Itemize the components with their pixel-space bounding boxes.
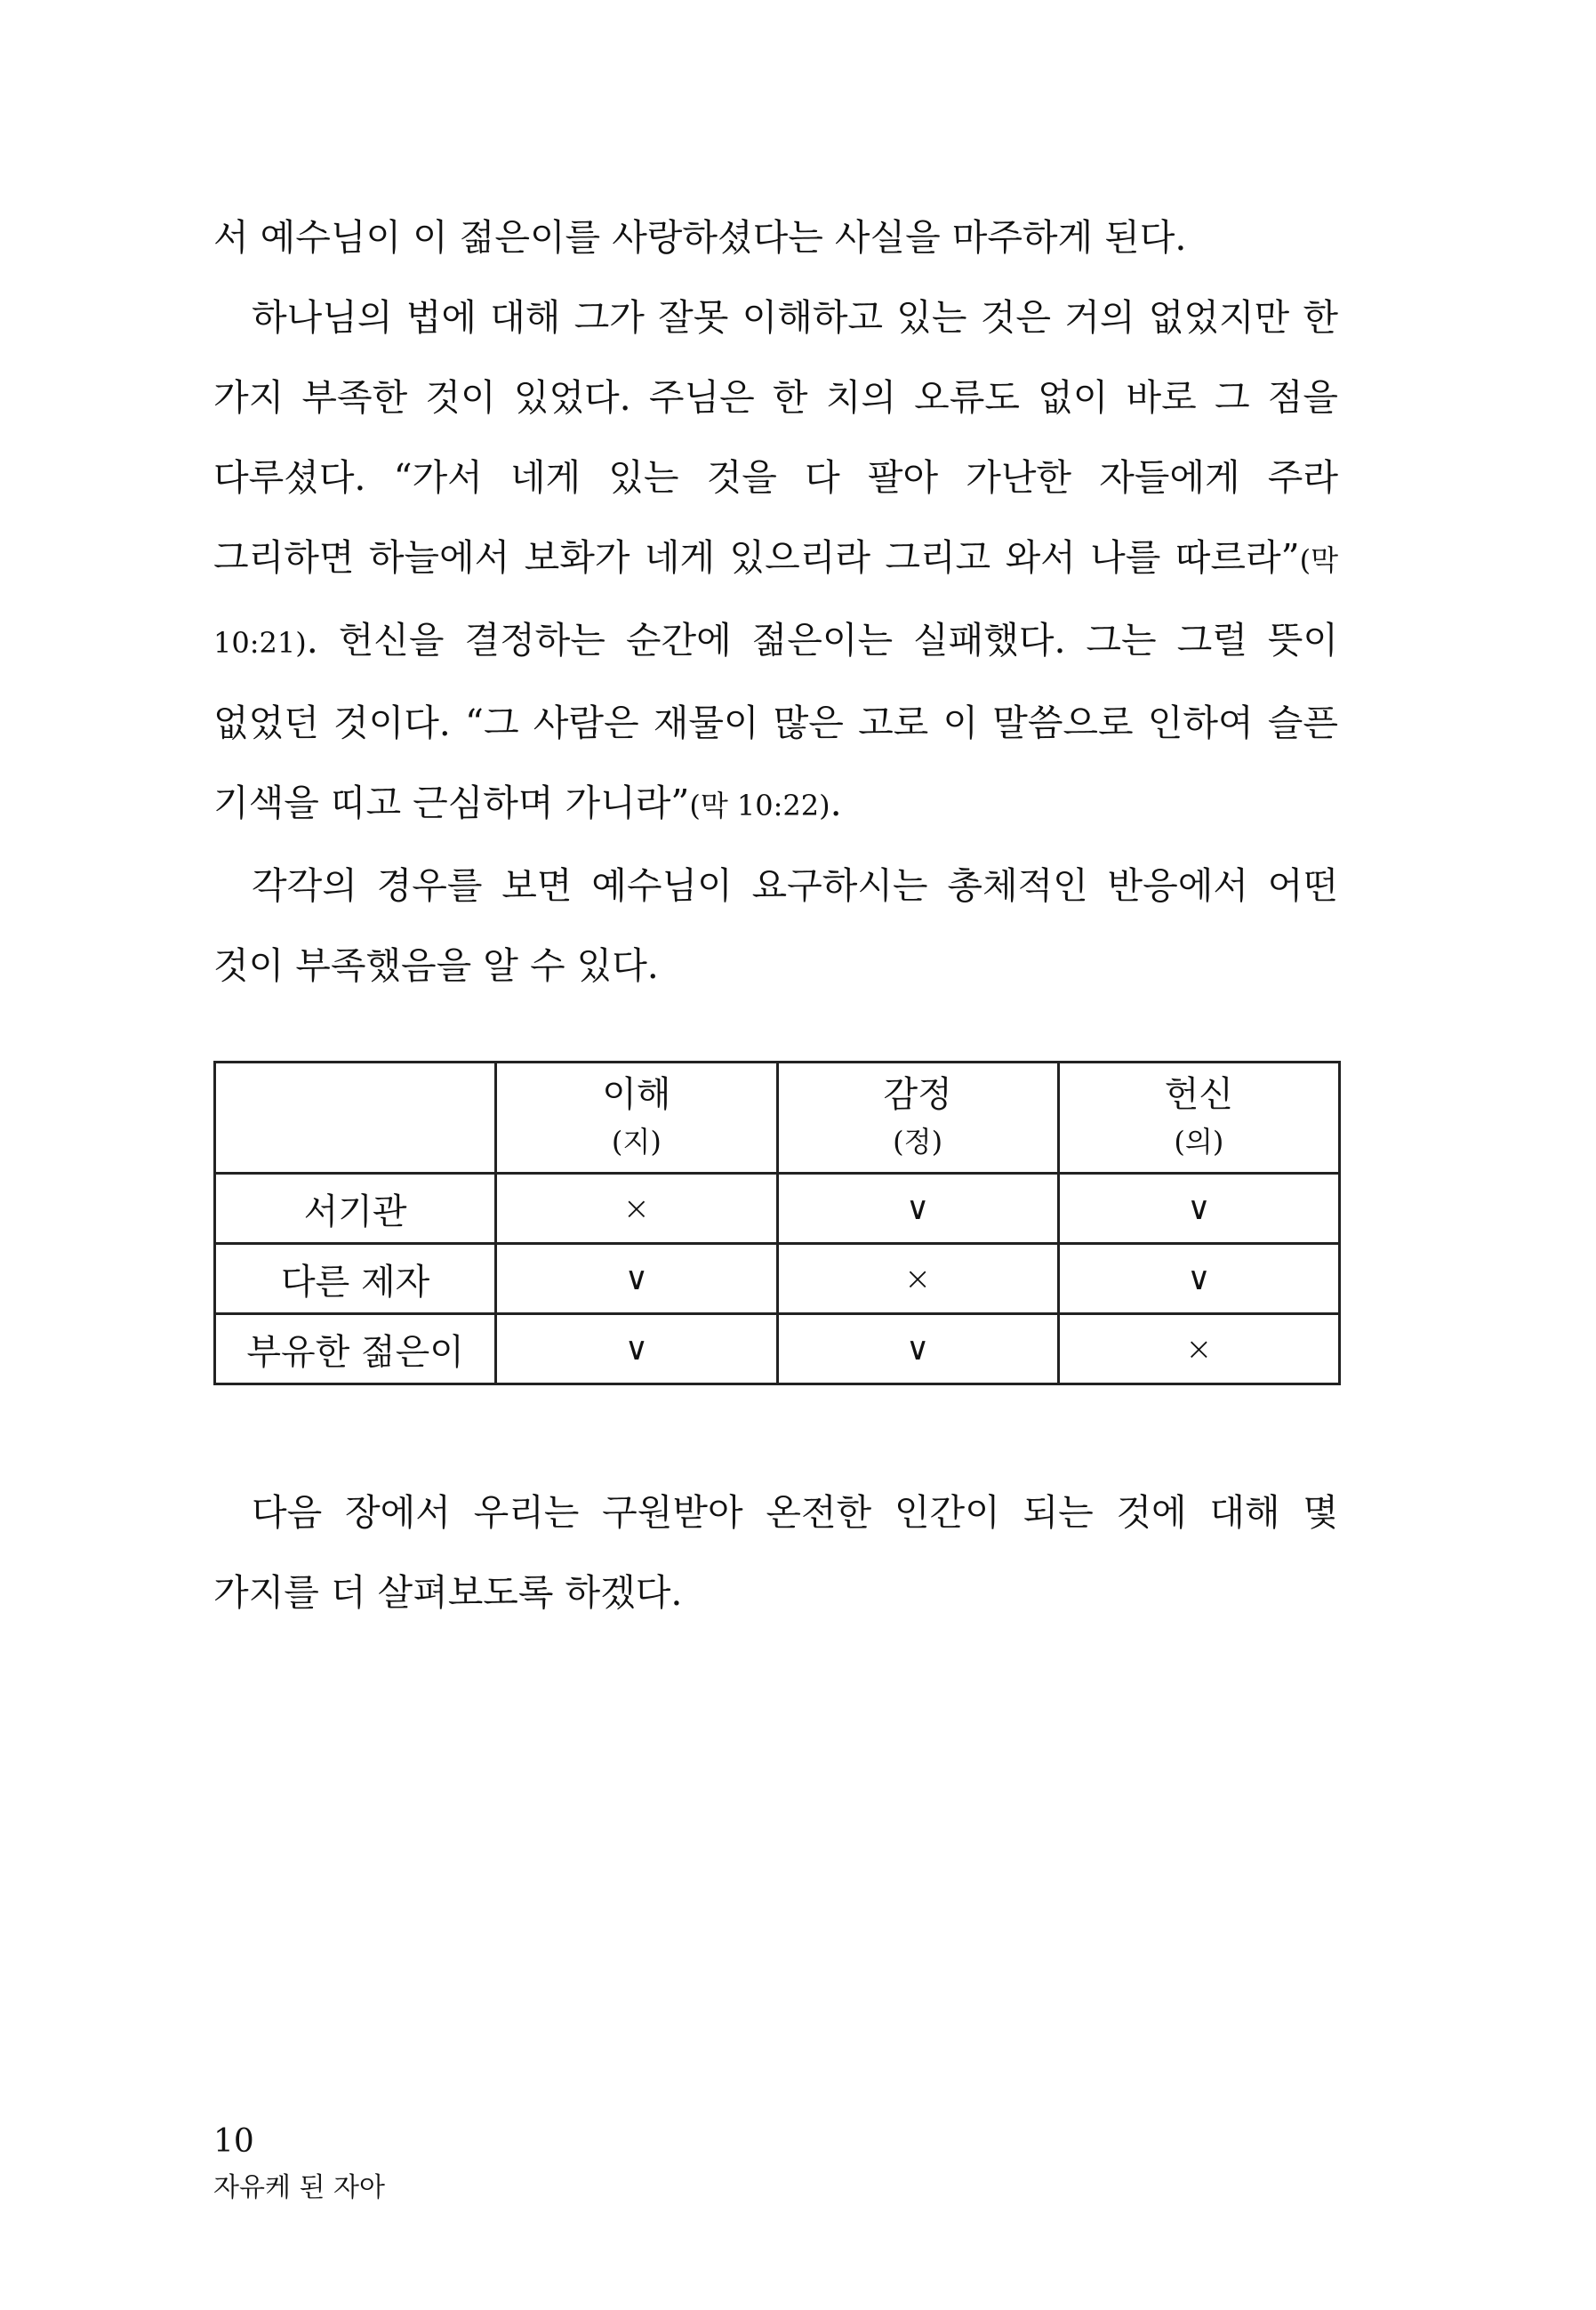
comparison-table-wrapper [213,1061,1338,1385]
table-header-understanding [496,1063,777,1174]
paragraph-2 [213,277,1338,846]
table-row [215,1174,1340,1244]
table-cell-mark: ∨ [1058,1174,1339,1244]
table-row-label: 부유한 젊은이 [215,1314,496,1384]
table-cell-mark: ∨ [496,1244,777,1314]
table-row-label: 서기관 [215,1174,496,1244]
table-cell-mark: × [496,1174,777,1244]
paragraph-3: 각각의 경우를 보면 예수님이 요구하시는 총체적인 반응에서 어떤 것이 부족했음을 알 수 있다. [213,864,1338,987]
table-row-label: 다른 제자 [215,1244,496,1314]
paragraph-4: 다음 장에서 우리는 구원받아 온전한 인간이 되는 것에 대해 몇 가지를 더 살펴보도록 하겠다. [213,1491,1338,1614]
table-cell-mark: ∨ [1058,1244,1339,1314]
paragraph-2-text-a: 하나님의 법에 대해 그가 잘못 이해하고 있는 것은 거의 없었지만 한 가지 부족한 것이 있었다. 주님은 한 치의 오류도 없이 바로 그 점을 다루셨다. “가서 네게 있는 것을 다 팔아 가난한 자들에게 주라 그리하면 하늘에서 보화가 네게 있으리라 그리고 와서 나를 따르라” [213,296,1338,579]
table-row [215,1244,1340,1314]
table-header-main: 헌신 [1164,1074,1234,1115]
table-cell-mark: ∨ [496,1314,777,1384]
table-row [215,1314,1340,1384]
paragraph-2-text-b: . 헌신을 결정하는 순간에 젊은이는 실패했다. 그는 그럴 뜻이 없었던 것이다. “그 사람은 재물이 많은 고로 이 말씀으로 인하여 슬픈 기색을 띠고 근심하며 가니라” [213,619,1338,824]
table-cell-mark: × [1058,1314,1339,1384]
scripture-reference-mark-10-21: (막 10:21) [213,543,1338,660]
paragraph-1: 서 예수님이 이 젊은이를 사랑하셨다는 사실을 마주하게 된다. [213,216,1187,259]
page-body [213,197,1338,1632]
table-header-sub: (의) [1174,1125,1224,1159]
paragraph-2-text-c: . [830,782,842,824]
table-header-emotion [777,1063,1058,1174]
table-header-sub: (정) [893,1125,943,1159]
table-header-row [215,1063,1340,1174]
table-cell-mark: × [777,1244,1058,1314]
page-footer [213,2121,385,2213]
scripture-reference-mark-10-22: (막 10:22) [689,789,830,822]
table-header-main: 감정 [883,1074,952,1115]
table-cell-mark: ∨ [777,1174,1058,1244]
comparison-table [213,1061,1341,1385]
table-header-empty [215,1063,496,1174]
table-header-main: 이해 [602,1074,671,1115]
table-header-sub: (지) [611,1125,662,1159]
running-book-title: 자유케 된 자아 [213,2172,385,2203]
page-number: 10 [213,2123,254,2160]
table-cell-mark: ∨ [777,1314,1058,1384]
table-header-commitment [1058,1063,1339,1174]
